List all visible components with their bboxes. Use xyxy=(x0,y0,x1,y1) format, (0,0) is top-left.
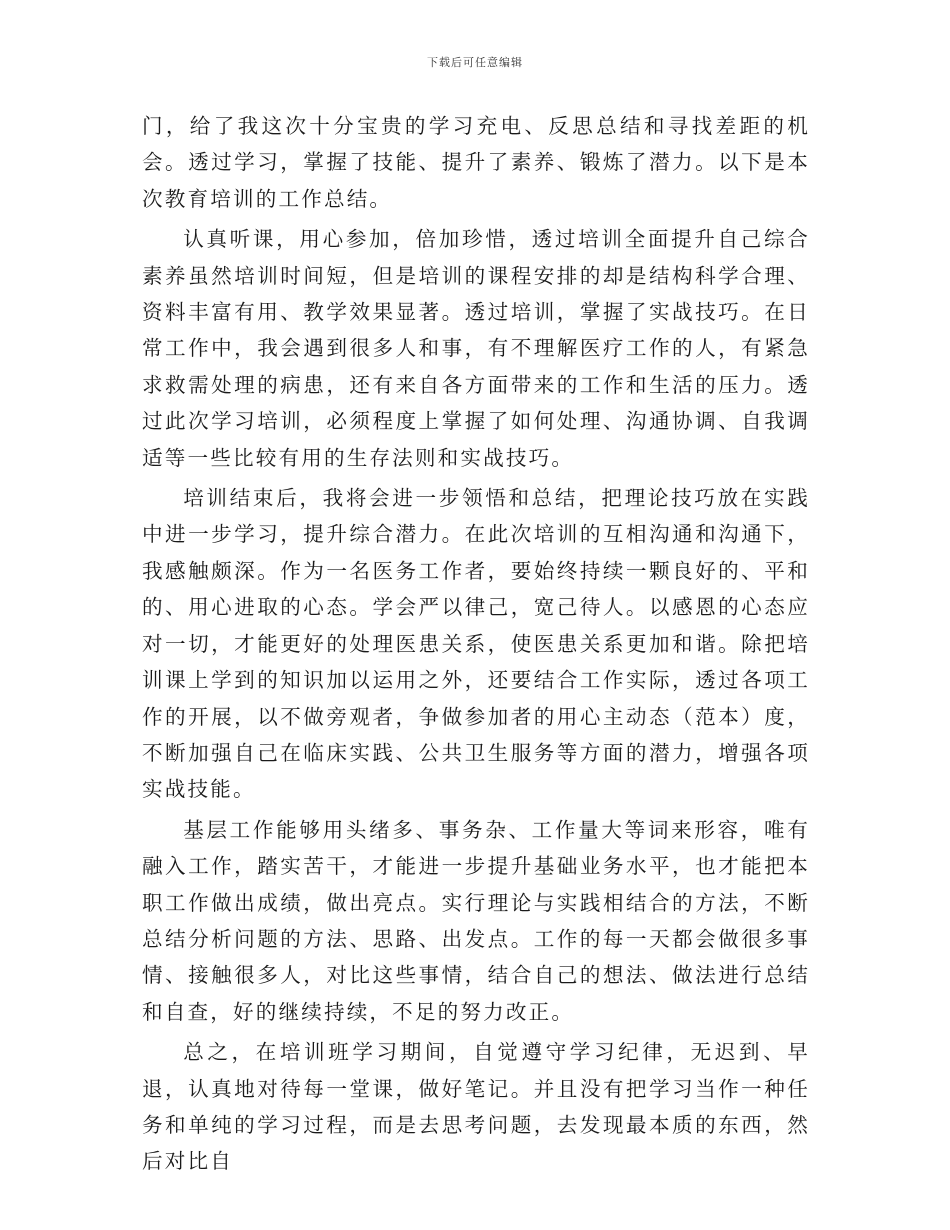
paragraph-2: 认真听课，用心参加，倍加珍惜，透过培训全面提升自己综合素养虽然培训时间短，但是培训的课程安排的却是结构科学合理、资料丰富有用、教学效果显著。透过培训，掌握了实战技巧。在日常工作中，我会遇到很多人和事，有不理解医疗工作的人，有紧急求救需处理的病患，还有来自各方面带来的工作和生活的压力。透过此次学习培训，必须程度上掌握了如何处理、沟通协调、自我调适等一些比较有用的生存法则和实战技巧。 xyxy=(142,227,810,470)
document-body xyxy=(142,108,810,1184)
paragraph-1: 门，给了我这次十分宝贵的学习充电、反思总结和寻找差距的机会。透过学习，掌握了技能、提升了素养、锻炼了潜力。以下是本次教育培训的工作总结。 xyxy=(142,114,810,211)
paragraph-4: 基层工作能够用头绪多、事务杂、工作量大等词来形容，唯有融入工作，踏实苦干，才能进一步提升基础业务水平，也才能把本职工作做出成绩，做出亮点。实行理论与实践相结合的方法，不断总结分析问题的方法、思路、出发点。工作的每一天都会做很多事情、接触很多人，对比这些事情，结合自己的想法、做法进行总结和自查，好的继续持续，不足的努力改正。 xyxy=(142,817,810,1024)
paragraph-5: 总之，在培训班学习期间，自觉遵守学习纪律，无迟到、早退，认真地对待每一堂课，做好笔记。并且没有把学习当作一种任务和单纯的学习过程，而是去思考问题，去发现最本质的东西，然后对比自 xyxy=(142,1040,810,1174)
page-header: 下载后可任意编辑 xyxy=(427,56,523,69)
paragraph-3: 培训结束后，我将会进一步领悟和总结，把理论技巧放在实践中进一步学习，提升综合潜力。在此次培训的互相沟通和沟通下，我感触颇深。作为一名医务工作者，要始终持续一颗良好的、平和的、用心进取的心态。学会严以律己，宽己待人。以感恩的心态应对一切，才能更好的处理医患关系，使医患关系更加和谐。除把培训课上学到的知识加以运用之外，还要结合工作实际，透过各项工作的开展，以不做旁观者，争做参加者的用心主动态（范本）度，不断加强自己在临床实践、公共卫生服务等方面的潜力，增强各项实战技能。 xyxy=(142,486,810,802)
